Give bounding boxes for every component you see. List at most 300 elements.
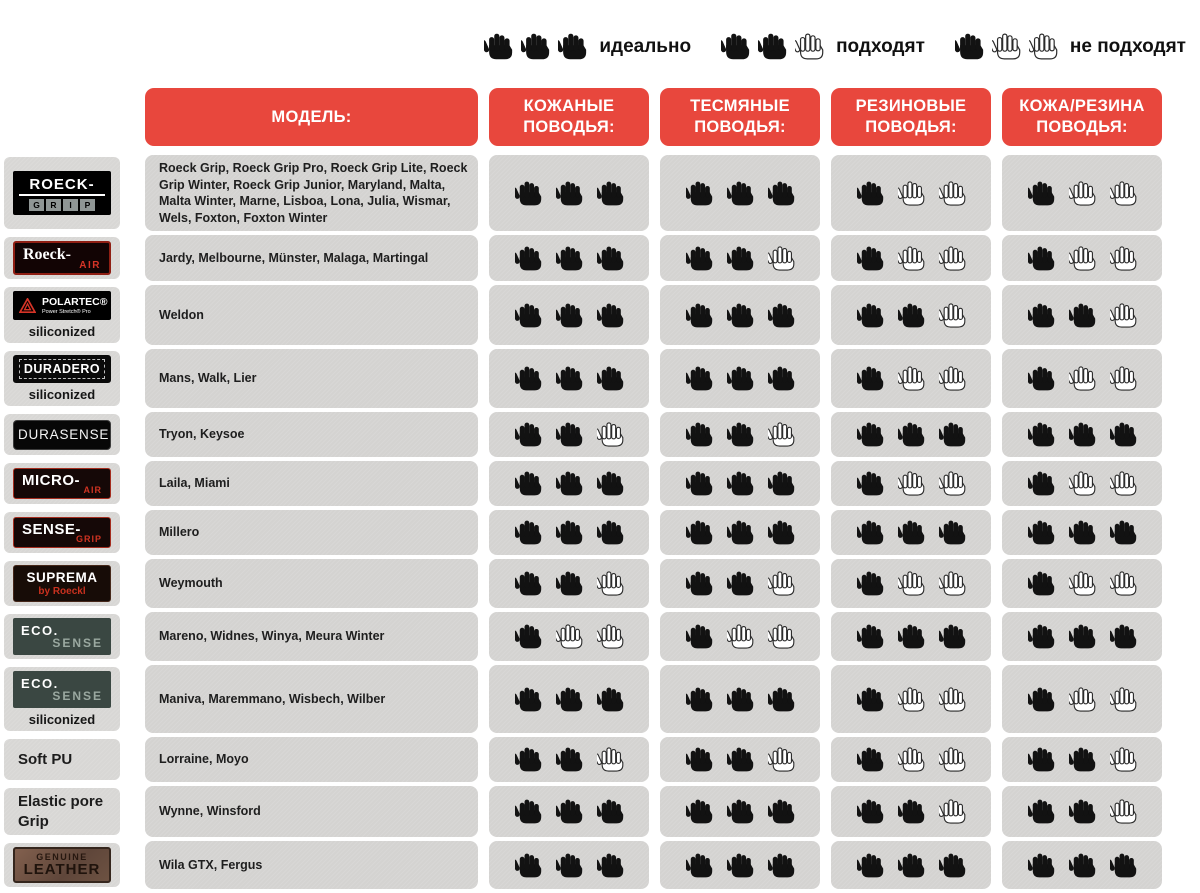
hand-filled-icon [686,243,713,274]
hand-filled-icon [556,850,583,881]
rating-webbing-reins [660,155,820,231]
rating-rubber-reins [831,155,991,231]
hand-outline-icon [768,243,795,274]
brand-logo-eco-sense [4,614,120,659]
hand-filled-icon [556,744,583,775]
rating-leather-reins [489,510,649,555]
header-leather-reins: КОЖАНЫЕ ПОВОДЬЯ: [489,88,649,146]
hand-filled-icon [515,568,542,599]
hand-filled-icon [515,850,542,881]
hand-filled-icon [768,517,795,548]
rating-leather-reins [489,461,649,506]
legend-hands-suitable [721,30,824,63]
hand-outline-icon [1110,468,1137,499]
hand-filled-icon [686,568,713,599]
rating-leather-reins [489,349,649,408]
rating-rubber-reins [831,235,991,281]
brand-logo-box [13,847,111,883]
hand-filled-icon [686,468,713,499]
brand-slot [4,841,120,889]
hand-filled-icon [727,796,754,827]
hand-filled-icon [1110,517,1137,548]
hand-outline-icon [1069,363,1096,394]
hand-filled-icon [727,744,754,775]
brand-logo-genuine-leather [4,843,120,887]
rating-rubber-reins [831,559,991,608]
rating-rubber-reins [831,510,991,555]
hand-filled-icon [727,363,754,394]
brand-sublabel: siliconized [28,387,96,402]
rating-leather-rubber-reins [1002,841,1162,889]
rating-webbing-reins [660,786,820,837]
hand-filled-icon [515,517,542,548]
hand-filled-icon [1069,796,1096,827]
rating-rubber-reins [831,461,991,506]
brand-label: ECO. [21,623,59,638]
hand-filled-icon [556,468,583,499]
rating-leather-rubber-reins [1002,665,1162,733]
brand-logo-box [13,355,111,383]
model-names: Laila, Miami [145,461,478,506]
brand-slot [4,349,120,408]
rating-leather-reins [489,612,649,661]
hand-outline-icon [1110,243,1137,274]
row-cells [145,285,1162,345]
rating-webbing-reins [660,841,820,889]
rating-webbing-reins [660,235,820,281]
rating-leather-reins [489,155,649,231]
hand-filled-icon [686,517,713,548]
hand-filled-icon [939,621,966,652]
model-names: Wynne, Winsford [145,786,478,837]
hand-filled-icon [515,178,542,209]
brand-label: MICRO- [22,472,80,489]
rating-leather-rubber-reins [1002,510,1162,555]
rating-leather-rubber-reins [1002,461,1162,506]
hand-filled-icon [857,243,884,274]
table-row [4,841,1200,889]
hand-filled-icon [857,684,884,715]
brand-label: AIR [79,260,101,271]
legend-label-suitable: подходят [836,35,925,57]
hand-filled-icon [768,363,795,394]
hand-outline-icon [768,744,795,775]
row-cells [145,155,1162,231]
table-row [4,612,1200,661]
header-webbing-reins: ТЕСМЯНЫЕ ПОВОДЬЯ: [660,88,820,146]
hand-filled-icon [727,568,754,599]
hand-outline-icon [939,178,966,209]
hand-filled-icon [898,419,925,450]
brand-slot [4,665,120,733]
brand-label: ROECK- [19,176,105,196]
hand-filled-icon [727,684,754,715]
rating-leather-reins [489,665,649,733]
hand-filled-icon [515,419,542,450]
hand-filled-icon [857,300,884,331]
brand-logo-durasense [4,414,120,455]
row-cells [145,612,1162,661]
brand-label: DURADERO [19,359,105,379]
hand-filled-icon [686,796,713,827]
hand-filled-icon [727,468,754,499]
model-names: Wila GTX, Fergus [145,841,478,889]
brand-slot [4,612,120,661]
hand-outline-icon [1029,30,1058,63]
hand-filled-icon [721,30,750,63]
hand-outline-icon [1110,178,1137,209]
hand-outline-icon [1110,300,1137,331]
hand-filled-icon [515,468,542,499]
brand-label: SENSE [52,689,103,703]
row-cells [145,559,1162,608]
brand-logo-box [13,291,111,320]
rating-leather-rubber-reins [1002,612,1162,661]
hand-filled-icon [1069,744,1096,775]
hand-filled-icon [857,850,884,881]
hand-filled-icon [727,178,754,209]
hand-filled-icon [484,30,513,63]
hand-filled-icon [1028,744,1055,775]
brand-logo-duradero [4,351,120,406]
hand-filled-icon [556,684,583,715]
legend-item-not-suitable [955,30,1186,63]
hand-filled-icon [597,468,624,499]
brand-label: Roeck- [23,246,71,263]
hand-filled-icon [1028,243,1055,274]
hand-filled-icon [686,621,713,652]
brand-logo-box [13,618,111,655]
hand-filled-icon [1069,850,1096,881]
hand-filled-icon [1028,850,1055,881]
hand-filled-icon [556,243,583,274]
rating-leather-rubber-reins [1002,412,1162,457]
brand-label: Power Stretch® Pro [42,309,91,315]
hand-filled-icon [1028,300,1055,331]
rating-webbing-reins [660,737,820,782]
rating-leather-rubber-reins [1002,155,1162,231]
rating-leather-rubber-reins [1002,349,1162,408]
hand-outline-icon [939,300,966,331]
hand-filled-icon [686,178,713,209]
model-names: Weymouth [145,559,478,608]
hand-outline-icon [768,419,795,450]
brand-logo-roeck-air [4,237,120,279]
hand-filled-icon [898,517,925,548]
hand-outline-icon [898,243,925,274]
brand-logo-sense-grip [4,512,120,553]
hand-filled-icon [597,684,624,715]
hand-filled-icon [515,300,542,331]
brand-slot [4,510,120,555]
hand-filled-icon [686,684,713,715]
hand-filled-icon [939,850,966,881]
row-cells [145,737,1162,782]
hand-filled-icon [556,796,583,827]
rating-webbing-reins [660,612,820,661]
hand-outline-icon [1110,684,1137,715]
brand-label: GENUINE [36,852,88,862]
hand-filled-icon [768,684,795,715]
model-names: Mans, Walk, Lier [145,349,478,408]
hand-filled-icon [857,621,884,652]
hand-filled-icon [556,178,583,209]
table-row [4,461,1200,506]
table-row [4,786,1200,837]
brand-slot [4,461,120,506]
brand-label: AIR [83,485,102,495]
hand-filled-icon [686,300,713,331]
hand-outline-icon [727,621,754,652]
model-names: Millero [145,510,478,555]
brand-sublabel: siliconized [28,712,96,727]
hand-outline-icon [992,30,1021,63]
hand-filled-icon [857,419,884,450]
hand-filled-icon [727,243,754,274]
rating-webbing-reins [660,349,820,408]
rating-leather-rubber-reins [1002,559,1162,608]
hand-filled-icon [857,178,884,209]
hand-outline-icon [939,744,966,775]
rating-leather-reins [489,786,649,837]
hand-filled-icon [727,419,754,450]
hand-filled-icon [1028,419,1055,450]
table-row [4,737,1200,782]
row-cells [145,510,1162,555]
rating-leather-reins [489,285,649,345]
brand-logo-box [13,468,111,499]
hand-filled-icon [768,178,795,209]
hand-filled-icon [515,363,542,394]
hand-filled-icon [955,30,984,63]
hand-filled-icon [727,850,754,881]
rating-rubber-reins [831,349,991,408]
table-row [4,235,1200,281]
brand-logo-micro-air [4,463,120,504]
hand-filled-icon [857,363,884,394]
rating-leather-reins [489,412,649,457]
hand-filled-icon [597,796,624,827]
row-cells [145,841,1162,889]
table-row [4,665,1200,733]
hand-outline-icon [768,568,795,599]
rating-webbing-reins [660,665,820,733]
table-row [4,349,1200,408]
legend-item-suitable [721,30,925,63]
rating-webbing-reins [660,285,820,345]
table-row [4,559,1200,608]
rating-leather-reins [489,559,649,608]
rating-leather-rubber-reins [1002,737,1162,782]
model-names: Lorraine, Moyo [145,737,478,782]
brand-slot [4,155,120,231]
hand-filled-icon [1028,517,1055,548]
rating-leather-rubber-reins [1002,285,1162,345]
hand-outline-icon [768,621,795,652]
hand-filled-icon [1028,684,1055,715]
hand-filled-icon [857,796,884,827]
brand-slot [4,737,120,782]
rating-rubber-reins [831,841,991,889]
brand-logo-soft-pu [4,739,120,780]
hand-outline-icon [597,744,624,775]
brand-label: LEATHER [23,861,101,878]
hand-outline-icon [1110,796,1137,827]
hand-filled-icon [515,684,542,715]
hand-filled-icon [556,300,583,331]
brand-label: G R I P [19,199,105,211]
hand-filled-icon [758,30,787,63]
hand-filled-icon [857,568,884,599]
model-names: Mareno, Widnes, Winya, Meura Winter [145,612,478,661]
brand-label: POLARTEC® [42,296,108,308]
rating-rubber-reins [831,786,991,837]
brand-slot [4,412,120,457]
triangle-icon [19,298,36,313]
hand-outline-icon [898,568,925,599]
brand-logo-box [13,565,111,602]
rating-rubber-reins [831,412,991,457]
brand-label: GRIP [75,534,102,544]
hand-filled-icon [1110,621,1137,652]
hand-filled-icon [898,300,925,331]
rating-leather-reins [489,235,649,281]
rating-webbing-reins [660,559,820,608]
row-cells [145,786,1162,837]
rating-leather-rubber-reins [1002,786,1162,837]
brand-label: SUPREMA [26,570,98,585]
header-model: МОДЕЛЬ: [145,88,478,146]
rating-rubber-reins [831,665,991,733]
brand-label: Elastic pore Grip [18,793,104,830]
rating-leather-reins [489,841,649,889]
hand-outline-icon [939,684,966,715]
brand-slot [4,235,120,281]
brand-label: by Roeckl [38,586,86,597]
hand-filled-icon [515,243,542,274]
hand-filled-icon [939,517,966,548]
hand-outline-icon [898,744,925,775]
brand-label: SENSE [52,636,103,650]
hand-filled-icon [727,300,754,331]
table-body [0,155,1200,889]
hand-filled-icon [1069,300,1096,331]
hand-filled-icon [898,850,925,881]
hand-outline-icon [1110,744,1137,775]
hand-filled-icon [1110,419,1137,450]
brand-logo-roeck-grip [4,157,120,229]
brand-logo-suprema-by-roeckl [4,561,120,606]
hand-filled-icon [1028,363,1055,394]
hand-filled-icon [597,850,624,881]
legend-item-ideal [484,30,691,63]
hand-filled-icon [686,363,713,394]
hand-filled-icon [1028,178,1055,209]
hand-filled-icon [1110,850,1137,881]
legend-hands-ideal [484,30,587,63]
hand-filled-icon [686,850,713,881]
rating-webbing-reins [660,510,820,555]
brand-slot [4,559,120,608]
row-cells [145,412,1162,457]
hand-outline-icon [795,30,824,63]
brand-slot [4,285,120,345]
hand-outline-icon [939,796,966,827]
rating-leather-reins [489,737,649,782]
table-row [4,510,1200,555]
rating-rubber-reins [831,612,991,661]
hand-filled-icon [898,621,925,652]
hand-filled-icon [556,419,583,450]
hand-filled-icon [1069,419,1096,450]
hand-outline-icon [939,243,966,274]
table-row [4,412,1200,457]
hand-filled-icon [1028,796,1055,827]
compatibility-table [0,88,1200,893]
model-names: Roeck Grip, Roeck Grip Pro, Roeck Grip Lite, Roeck Grip Winter, Roeck Grip Junior, Maryland, Malta, Malta Winter, Marne, Lisboa, Lona, Julia, Wismar, Wels, Foxton, Foxton Winter [145,155,478,231]
table-header-row [145,88,1162,146]
hand-filled-icon [1069,517,1096,548]
brand-logo-box [13,671,111,708]
hand-filled-icon [939,419,966,450]
hand-filled-icon [768,850,795,881]
hand-outline-icon [939,568,966,599]
hand-filled-icon [857,744,884,775]
hand-outline-icon [1069,568,1096,599]
model-names: Weldon [145,285,478,345]
rating-webbing-reins [660,412,820,457]
hand-filled-icon [686,419,713,450]
header-leather-rubber-reins: КОЖА/РЕЗИНА ПОВОДЬЯ: [1002,88,1162,146]
model-names: Maniva, Maremmano, Wisbech, Wilber [145,665,478,733]
hand-filled-icon [1028,621,1055,652]
hand-filled-icon [1028,468,1055,499]
brand-slot [4,786,120,837]
row-cells [145,349,1162,408]
hand-outline-icon [1069,684,1096,715]
hand-outline-icon [1110,568,1137,599]
header-rubber-reins: РЕЗИНОВЫЕ ПОВОДЬЯ: [831,88,991,146]
brand-sublabel: siliconized [28,324,96,339]
model-names: Jardy, Melbourne, Münster, Malaga, Martingal [145,235,478,281]
hand-filled-icon [515,796,542,827]
hand-filled-icon [727,517,754,548]
table-row [4,155,1200,231]
hand-filled-icon [521,30,550,63]
hand-outline-icon [1110,363,1137,394]
hand-outline-icon [939,363,966,394]
hand-filled-icon [857,468,884,499]
table-row [4,285,1200,345]
brand-label: SENSE- [22,521,81,538]
hand-outline-icon [1069,178,1096,209]
hand-filled-icon [515,621,542,652]
hand-filled-icon [1028,568,1055,599]
hand-filled-icon [597,243,624,274]
hand-filled-icon [597,363,624,394]
brand-logo-box [13,241,111,275]
legend-hands-not-suitable [955,30,1058,63]
hand-filled-icon [556,363,583,394]
hand-filled-icon [1069,621,1096,652]
brand-logo-box [13,517,111,548]
hand-filled-icon [597,178,624,209]
brand-label: ECO. [21,676,59,691]
hand-outline-icon [898,178,925,209]
hand-outline-icon [898,684,925,715]
model-names: Tryon, Keysoe [145,412,478,457]
hand-filled-icon [686,744,713,775]
